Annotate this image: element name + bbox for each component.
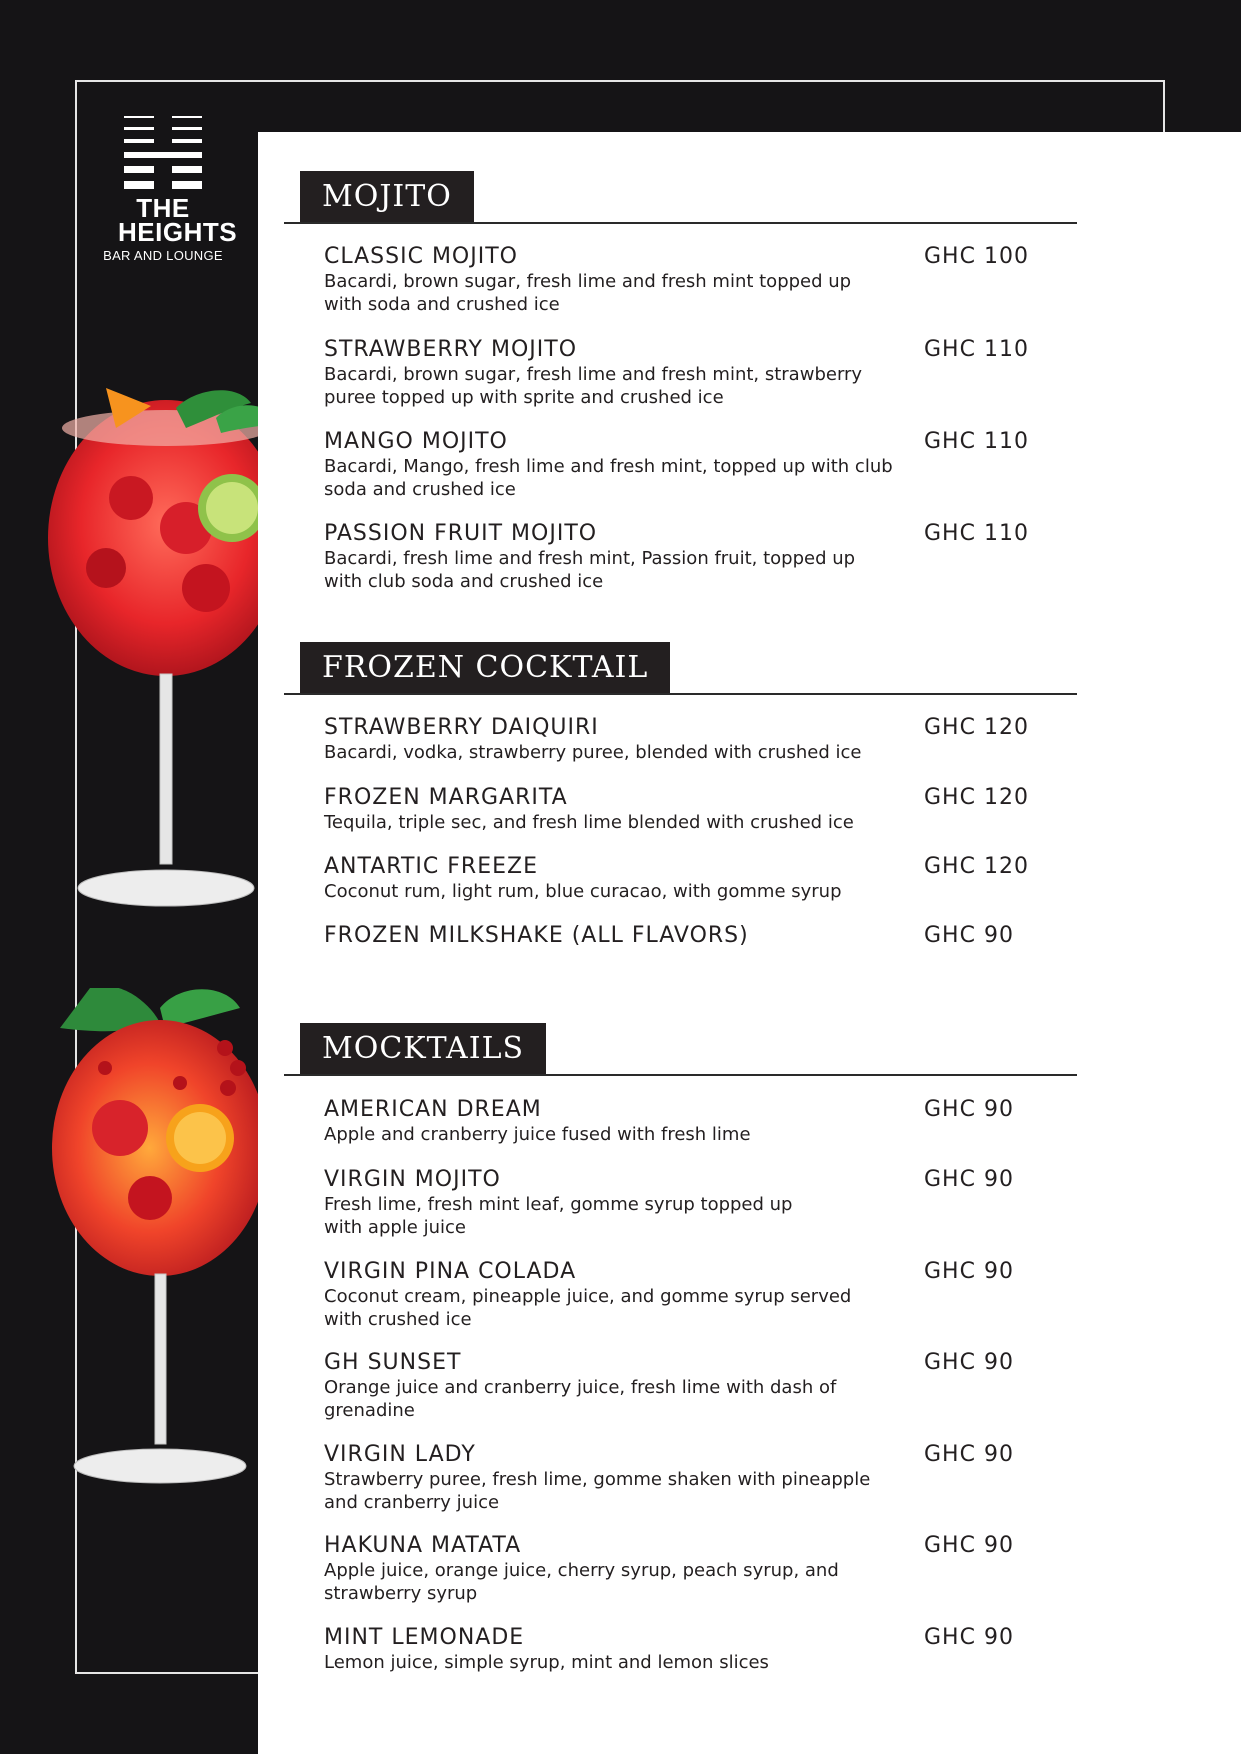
item-name: VIRGIN MOJITO <box>324 1167 501 1192</box>
item-name: VIRGIN LADY <box>324 1442 476 1467</box>
item-price: GHC 90 <box>924 1350 1014 1375</box>
item-name: STRAWBERRY DAIQUIRI <box>324 715 599 740</box>
item-price: GHC 120 <box>924 785 1029 810</box>
item-price: GHC 120 <box>924 854 1029 879</box>
menu-item <box>324 785 1044 834</box>
item-price: GHC 90 <box>924 1625 1014 1650</box>
item-price: GHC 110 <box>924 521 1029 546</box>
item-description: Apple and cranberry juice fused with fresh lime <box>324 1124 751 1145</box>
item-price: GHC 90 <box>924 1442 1014 1467</box>
item-name: PASSION FRUIT MOJITO <box>324 521 598 546</box>
item-description: Bacardi, brown sugar, fresh lime and fresh mint topped up with soda and crushed ice <box>324 271 852 315</box>
item-price: GHC 90 <box>924 1167 1014 1192</box>
item-price: GHC 110 <box>924 337 1029 362</box>
item-name: CLASSIC MOJITO <box>324 244 518 269</box>
section-title-frozen-cocktail: FROZEN COCKTAIL <box>300 642 670 694</box>
item-description: Coconut cream, pineapple juice, and gomme syrup served with crushed ice <box>324 1286 852 1330</box>
section-divider <box>284 1074 1077 1076</box>
menu-item <box>324 1167 1044 1239</box>
menu-item <box>324 854 1044 903</box>
item-description: Apple juice, orange juice, cherry syrup, peach syrup, and strawberry syrup <box>324 1560 839 1604</box>
item-name: AMERICAN DREAM <box>324 1097 542 1122</box>
menu-item <box>324 1625 1044 1674</box>
menu-item <box>324 1442 1044 1514</box>
item-name: MANGO MOJITO <box>324 429 508 454</box>
menu-item <box>324 1259 1044 1331</box>
item-description: Bacardi, fresh lime and fresh mint, Passion fruit, topped up with club soda and crushed ice <box>324 548 856 592</box>
item-name: ANTARTIC FREEZE <box>324 854 538 879</box>
menu-item <box>324 1350 1044 1422</box>
item-description: Tequila, triple sec, and fresh lime blended with crushed ice <box>324 812 854 833</box>
menu-item <box>324 429 1044 501</box>
menu-item <box>324 337 1044 409</box>
brand-name: THE HEIGHTS <box>118 193 238 247</box>
item-name: MINT LEMONADE <box>324 1625 525 1650</box>
item-name: GH SUNSET <box>324 1350 462 1375</box>
item-description: Bacardi, vodka, strawberry puree, blended with crushed ice <box>324 742 862 763</box>
item-price: GHC 90 <box>924 1097 1014 1122</box>
item-description: Orange juice and cranberry juice, fresh lime with dash of grenadine <box>324 1377 837 1421</box>
item-description: Lemon juice, simple syrup, mint and lemon slices <box>324 1652 769 1673</box>
menu-item <box>324 715 1044 764</box>
item-name: STRAWBERRY MOJITO <box>324 337 578 362</box>
item-price: GHC 110 <box>924 429 1029 454</box>
berry-orange-cocktail-glass-image <box>50 988 270 1488</box>
item-price: GHC 100 <box>924 244 1029 269</box>
item-name: FROZEN MILKSHAKE (ALL FLAVORS) <box>324 923 749 948</box>
brand-logo <box>98 116 238 263</box>
menu-item <box>324 1097 1044 1146</box>
menu-item <box>324 923 1044 949</box>
brand-subtitle: BAR AND LOUNGE <box>103 248 223 263</box>
item-description: Bacardi, brown sugar, fresh lime and fresh mint, strawberry puree topped up with sprite and crushed ice <box>324 364 863 408</box>
item-price: GHC 120 <box>924 715 1029 740</box>
item-name: FROZEN MARGARITA <box>324 785 568 810</box>
item-description: Coconut rum, light rum, blue curacao, with gomme syrup <box>324 881 842 902</box>
menu-item <box>324 1533 1044 1605</box>
item-name: VIRGIN PINA COLADA <box>324 1259 577 1284</box>
section-title-mocktails: MOCKTAILS <box>300 1023 546 1075</box>
item-price: GHC 90 <box>924 923 1014 948</box>
section-divider <box>284 693 1077 695</box>
item-name: HAKUNA MATATA <box>324 1533 522 1558</box>
menu-item <box>324 244 1044 316</box>
item-description: Bacardi, Mango, fresh lime and fresh mint, topped up with club soda and crushed ice <box>324 456 893 500</box>
item-description: Strawberry puree, fresh lime, gomme shaken with pineapple and cranberry juice <box>324 1469 871 1513</box>
heights-logo-icon <box>124 116 202 192</box>
menu-item <box>324 521 1044 593</box>
item-description: Fresh lime, fresh mint leaf, gomme syrup topped up with apple juice <box>324 1194 793 1238</box>
strawberry-cocktail-glass-image <box>36 388 286 918</box>
item-price: GHC 90 <box>924 1533 1014 1558</box>
section-divider <box>284 222 1077 224</box>
section-title-mojito: MOJITO <box>300 171 474 223</box>
item-price: GHC 90 <box>924 1259 1014 1284</box>
